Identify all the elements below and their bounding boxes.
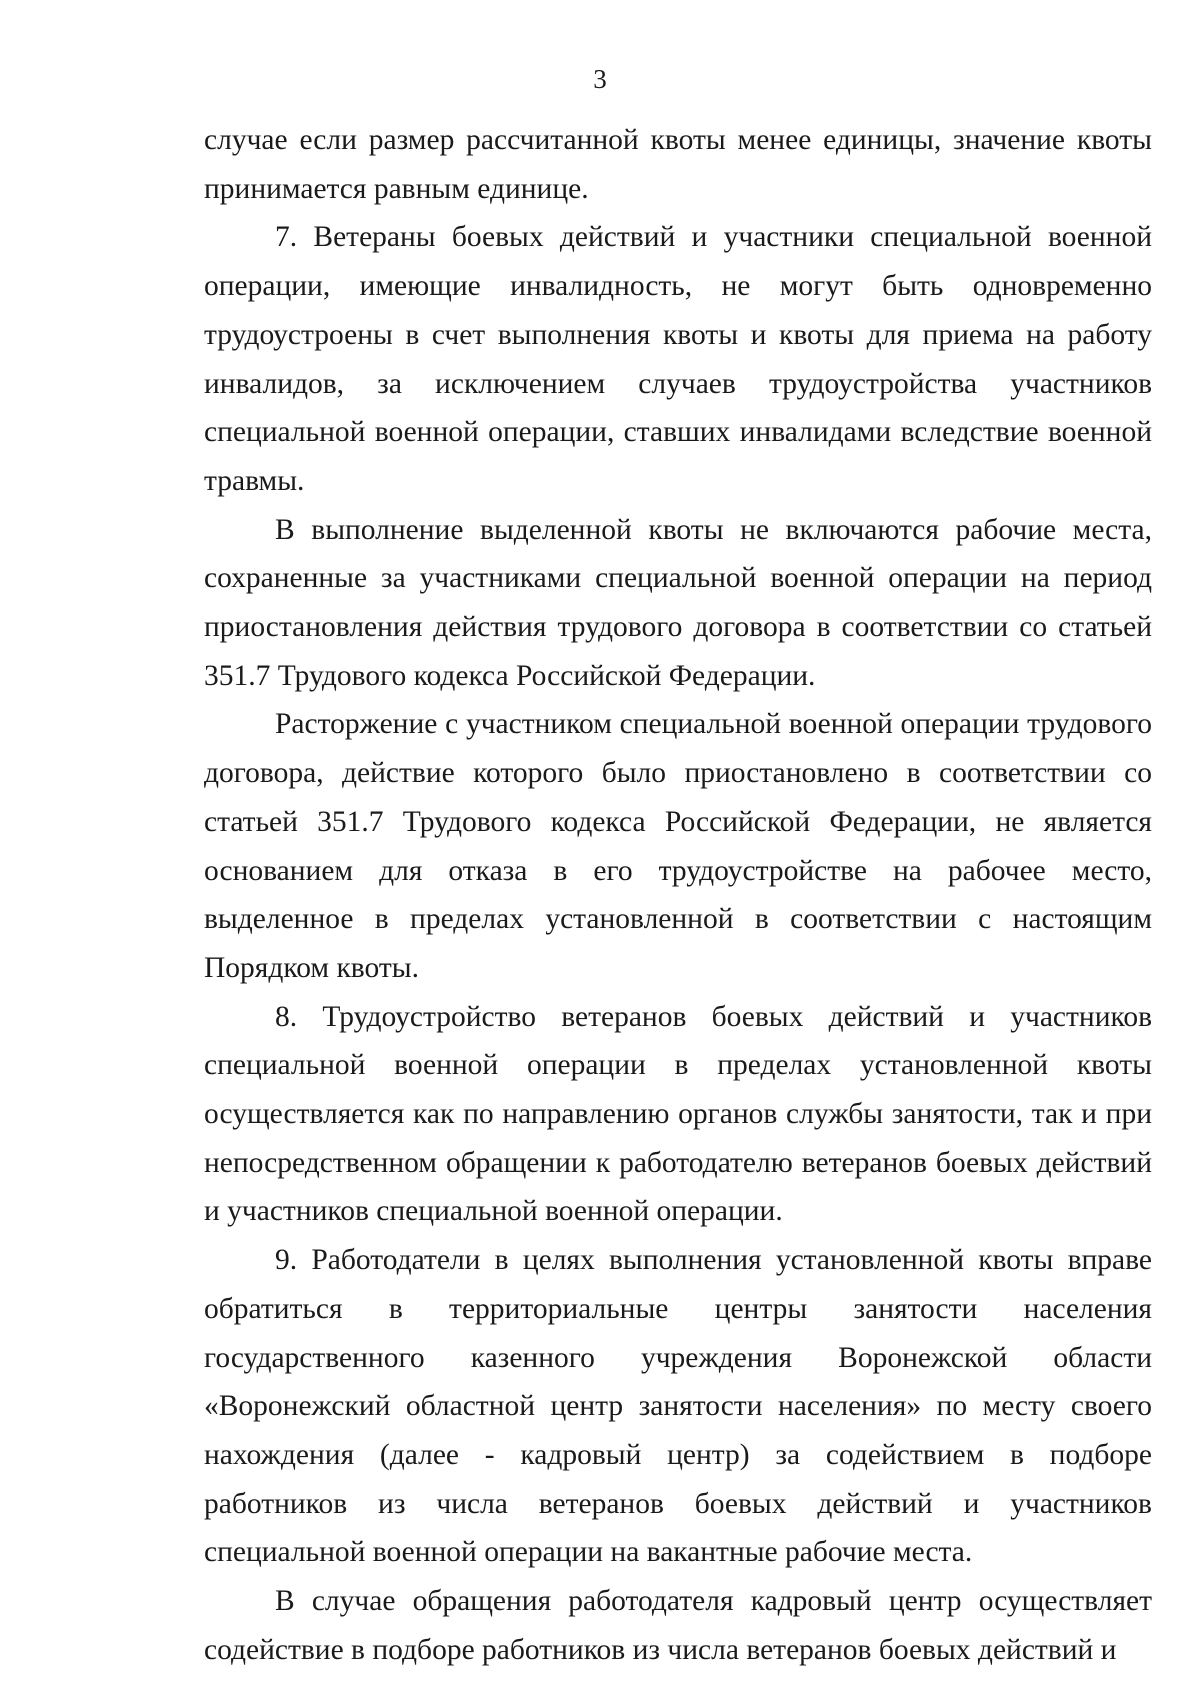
paragraph-quota-exclusion: В выполнение выделенной квоты не включаются рабочие места, сохраненные за участниками специальной военной операции на период приостановления действия трудового договора в соответствии со статьей 351.7 Трудового кодекса Российской Федерации. bbox=[204, 513, 1152, 692]
paragraph-quota-rounding: случае если размер рассчитанной квоты менее единицы, значение квоты принимается равным единице. bbox=[204, 124, 1152, 205]
paragraph-employer-request: В случае обращения работодателя кадровый центр осуществляет содействие в подборе работников из числа ветеранов боевых действий и bbox=[204, 1585, 1152, 1666]
paragraph-item-8: 8. Трудоустройство ветеранов боевых действий и участников специальной военной операции в пределах установленной квоты осуществляется как по направлению органов службы занятости, так и при непосредственном обращении к работодателю ветеранов боевых действий и участников специальной военной операции. bbox=[204, 1000, 1152, 1228]
page-number: 3 bbox=[593, 64, 607, 94]
document-body bbox=[204, 116, 1152, 1675]
paragraph-item-9: 9. Работодатели в целях выполнения установленной квоты вправе обратиться в территориальные центры занятости населения государственного казенного учреждения Воронежской области «Воронежский областной центр занятости населения» по месту своего нахождения (далее - кадровый центр) за содействием в подборе работников из числа ветеранов боевых действий и участников специальной военной операции на вакантные рабочие места. bbox=[204, 1244, 1152, 1569]
paragraph-item-7: 7. Ветераны боевых действий и участники специальной военной операции, имеющие инвалидность, не могут быть одновременно трудоустроены в счет выполнения квоты и квоты для приема на работу инвалидов, за исключением случаев трудоустройства участников специальной военной операции, ставших инвалидами вследствие военной травмы. bbox=[204, 221, 1152, 497]
paragraph-contract-termination: Расторжение с участником специальной военной операции трудового договора, действие которого было приостановлено в соответствии со статьей 351.7 Трудового кодекса Российской Федерации, не является основанием для отказа в его трудоустройстве на рабочее место, выделенное в пределах установленной в соответствии с настоящим Порядком квоты. bbox=[204, 708, 1152, 984]
